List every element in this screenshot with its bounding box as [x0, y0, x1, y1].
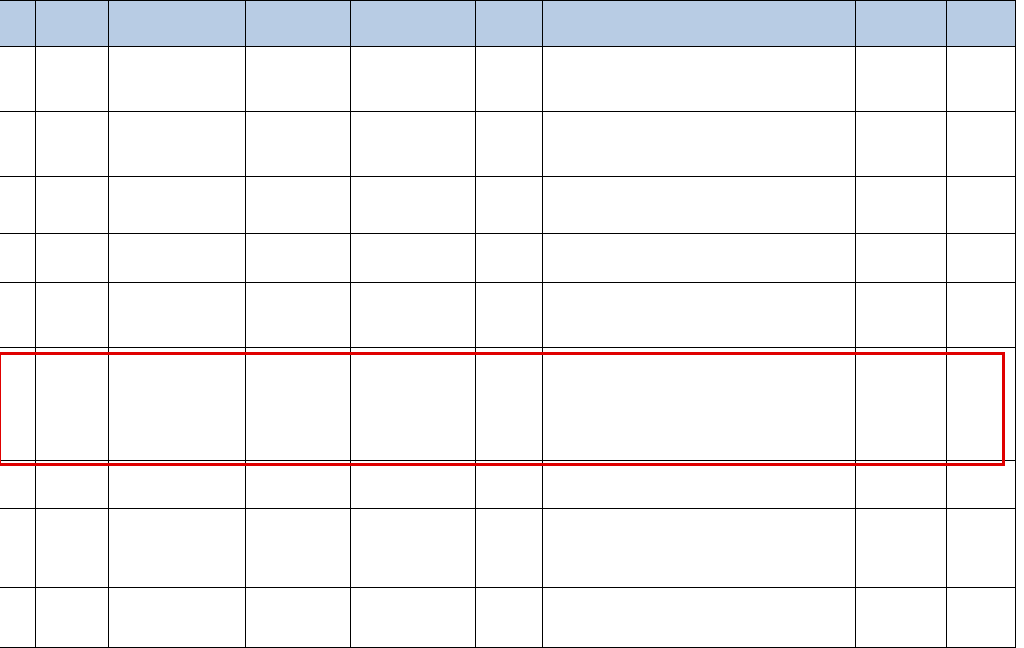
- row-durasi-cell: [856, 283, 947, 348]
- row-institusi-cell: [109, 234, 246, 283]
- row-institusi-cell: [109, 348, 246, 461]
- row-judul-cell: [543, 461, 856, 509]
- row-status-cell: [947, 461, 1016, 509]
- table-row: [0, 47, 1016, 112]
- row-status-cell: [947, 47, 1016, 112]
- row-ptn-cell: [36, 47, 109, 112]
- header-institusi: [109, 1, 246, 47]
- header-status: [947, 1, 1016, 47]
- table-row: [0, 283, 1016, 348]
- row-no-cell: [0, 283, 36, 348]
- row-skema-cell: [246, 112, 351, 177]
- row-no-cell: [0, 588, 36, 648]
- row-ptn-cell: [36, 283, 109, 348]
- row-skema-cell: [246, 234, 351, 283]
- row-judul-cell: [543, 588, 856, 648]
- row-institusi-cell: [109, 112, 246, 177]
- row-nidn-cell: [476, 47, 543, 112]
- row-no-cell: [0, 177, 36, 234]
- row-judul-cell: [543, 234, 856, 283]
- row-institusi-cell: [109, 47, 246, 112]
- row-durasi-cell: [856, 47, 947, 112]
- row-nidn-cell: [476, 234, 543, 283]
- table-row: [0, 588, 1016, 648]
- row-judul-cell: [543, 47, 856, 112]
- row-judul-cell: [543, 509, 856, 588]
- header-skema: [246, 1, 351, 47]
- row-nidn-cell: [476, 112, 543, 177]
- header-ptn: [36, 1, 109, 47]
- row-nidn-cell: [476, 461, 543, 509]
- row-nama-cell: [351, 348, 476, 461]
- row-durasi-cell: [856, 588, 947, 648]
- header-nidn: [476, 1, 543, 47]
- row-ptn-cell: [36, 177, 109, 234]
- row-nama-cell: [351, 588, 476, 648]
- row-institusi-cell: [109, 461, 246, 509]
- row-skema-cell: [246, 509, 351, 588]
- row-nidn-cell: [476, 177, 543, 234]
- row-nama-cell: [351, 234, 476, 283]
- table-row: [0, 509, 1016, 588]
- row-ptn-cell: [36, 461, 109, 509]
- row-nama-cell: [351, 47, 476, 112]
- row-nidn-cell: [476, 348, 543, 461]
- row-status-cell: [947, 588, 1016, 648]
- row-ptn-cell: [36, 509, 109, 588]
- row-ptn-cell: [36, 112, 109, 177]
- header-judul: [543, 1, 856, 47]
- row-durasi-cell: [856, 509, 947, 588]
- row-status-cell: [947, 234, 1016, 283]
- row-status-cell: [947, 283, 1016, 348]
- row-no-cell: [0, 461, 36, 509]
- row-durasi-cell: [856, 177, 947, 234]
- row-status-cell: [947, 112, 1016, 177]
- row-no-cell: [0, 348, 36, 461]
- row-ptn-cell: [36, 234, 109, 283]
- row-institusi-cell: [109, 509, 246, 588]
- row-no-cell: [0, 112, 36, 177]
- header-durasi: [856, 1, 947, 47]
- row-durasi-cell: [856, 461, 947, 509]
- row-skema-cell: [246, 588, 351, 648]
- row-skema-cell: [246, 283, 351, 348]
- row-no-cell: [0, 47, 36, 112]
- row-nama-cell: [351, 112, 476, 177]
- row-no-cell: [0, 509, 36, 588]
- row-no-cell: [0, 234, 36, 283]
- row-nidn-cell: [476, 509, 543, 588]
- table-header-row: [0, 1, 1016, 47]
- table-row: [0, 112, 1016, 177]
- row-durasi-cell: [856, 234, 947, 283]
- row-nidn-cell: [476, 588, 543, 648]
- row-skema-cell: [246, 348, 351, 461]
- row-status-cell: [947, 348, 1016, 461]
- row-judul-cell: [543, 112, 856, 177]
- row-nama-cell: [351, 283, 476, 348]
- table-row: [0, 348, 1016, 461]
- row-skema-cell: [246, 177, 351, 234]
- row-ptn-cell: [36, 588, 109, 648]
- row-durasi-cell: [856, 348, 947, 461]
- row-nama-cell: [351, 509, 476, 588]
- row-nama-cell: [351, 177, 476, 234]
- table-row: [0, 177, 1016, 234]
- row-skema-cell: [246, 461, 351, 509]
- row-judul-cell: [543, 348, 856, 461]
- table-row: [0, 234, 1016, 283]
- header-no: [0, 1, 36, 47]
- row-institusi-cell: [109, 283, 246, 348]
- table-row: [0, 461, 1016, 509]
- row-nama-cell: [351, 461, 476, 509]
- row-ptn-cell: [36, 348, 109, 461]
- row-institusi-cell: [109, 177, 246, 234]
- row-judul-cell: [543, 283, 856, 348]
- row-judul-cell: [543, 177, 856, 234]
- row-status-cell: [947, 177, 1016, 234]
- row-nidn-cell: [476, 283, 543, 348]
- row-skema-cell: [246, 47, 351, 112]
- row-durasi-cell: [856, 112, 947, 177]
- row-status-cell: [947, 509, 1016, 588]
- header-nama: [351, 1, 476, 47]
- row-institusi-cell: [109, 588, 246, 648]
